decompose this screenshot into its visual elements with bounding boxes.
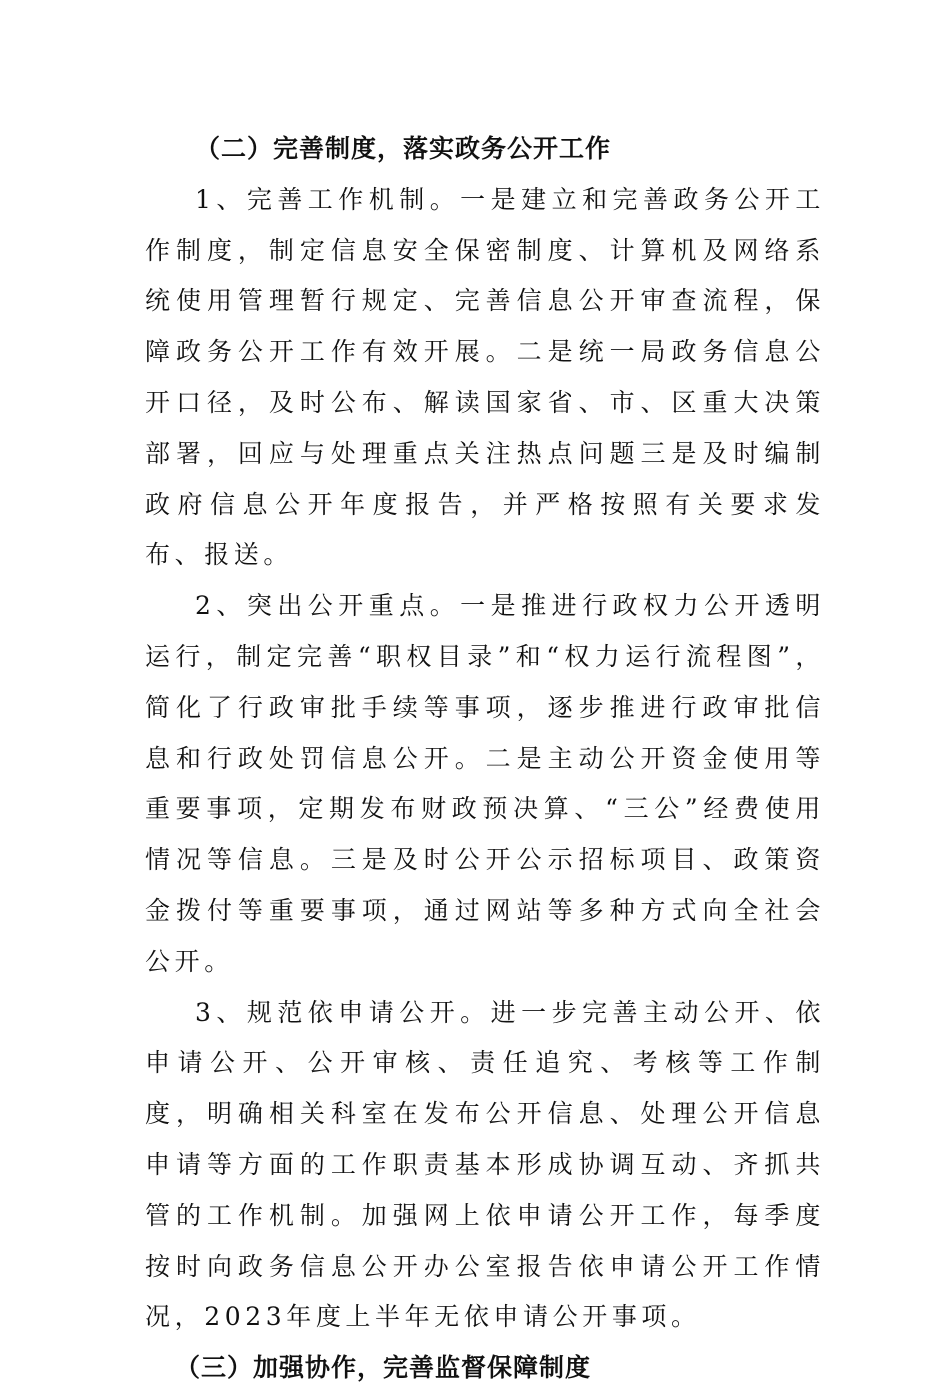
document-body — [145, 124, 825, 1394]
paragraph-application-disclosure: 3、规范依申请公开。进一步完善主动公开、依申请公开、公开审核、责任追究、考核等工作制度，明确相关科室在发布公开信息、处理公开信息申请等方面的工作职责基本形成协调互动、齐抓共管的工作机制。加强网上依申请公开工作，每季度按时向政务信息公开办公室报告依申请公开工作情况，2023年度上半年无依申请公开事项。 — [145, 997, 825, 1332]
paragraph-work-mechanism: 1、完善工作机制。一是建立和完善政务公开工作制度，制定信息安全保密制度、计算机及网络系统使用管理暂行规定、完善信息公开审查流程，保障政务公开工作有效开展。二是统一局政务信息公开口径，及时公布、解读国家省、市、区重大决策部署，回应与处理重点关注热点问题三是及时编制政府信息公开年度报告，并严格按照有关要求发布、报送。 — [145, 184, 825, 570]
section-heading-3: （三）加强协作，完善监督保障制度 — [175, 1353, 592, 1383]
paragraph-disclosure-focus: 2、突出公开重点。一是推进行政权力公开透明运行，制定完善“职权目录”和“权力运行流程图”，简化了行政审批手续等事项，逐步推进行政审批信息和行政处罚信息公开。二是主动公开资金使用等重要事项，定期发布财政预决算、“三公”经费使用情况等信息。三是及时公开公示招标项目、政策资金拨付等重要事项，通过网站等多种方式向全社会公开。 — [145, 591, 825, 976]
section-heading-2: （二）完善制度，落实政务公开工作 — [195, 134, 612, 163]
